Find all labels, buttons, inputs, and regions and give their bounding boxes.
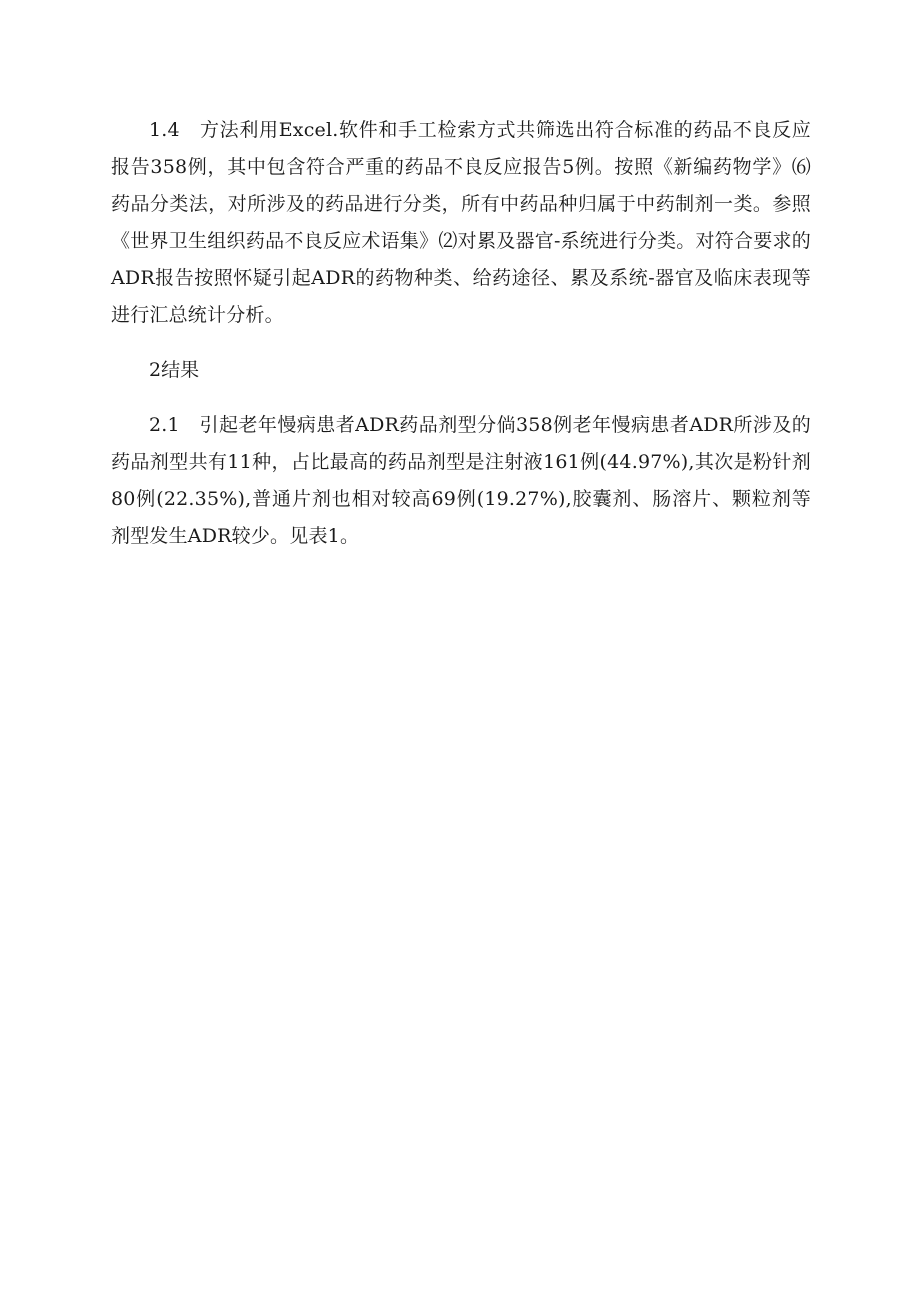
paragraph-methods-1-4: 1.4 方法利用Excel.软件和手工检索方式共筛选出符合标准的药品不良反应报告358例，其中包含符合严重的药品不良反应报告5例。按照《新编药物学》⑹药品分类法，对所涉及的药品进行分类，所有中药品种归属于中药制剂一类。参照《世界卫生组织药品不良反应术语集》⑵对累及器官-系统进行分类。对符合要求的ADR报告按照怀疑引起ADR的药物种类、给药途径、累及系统-器官及临床表现等进行汇总统计分析。 [111, 119, 811, 326]
document-body [111, 112, 811, 555]
section-heading-results: 2结果 [149, 359, 200, 381]
paragraph-results-2-1: 2.1 引起老年慢病患者ADR药品剂型分倘358例老年慢病患者ADR所涉及的药品剂型共有11种，占比最高的药品剂型是注射液161例(44.97%),其次是粉针剂80例(22.35%),普通片剂也相对较高69例(19.27%),胶囊剂、肠溶片、颗粒剂等剂型发生ADR较少。见表1。 [111, 414, 811, 547]
